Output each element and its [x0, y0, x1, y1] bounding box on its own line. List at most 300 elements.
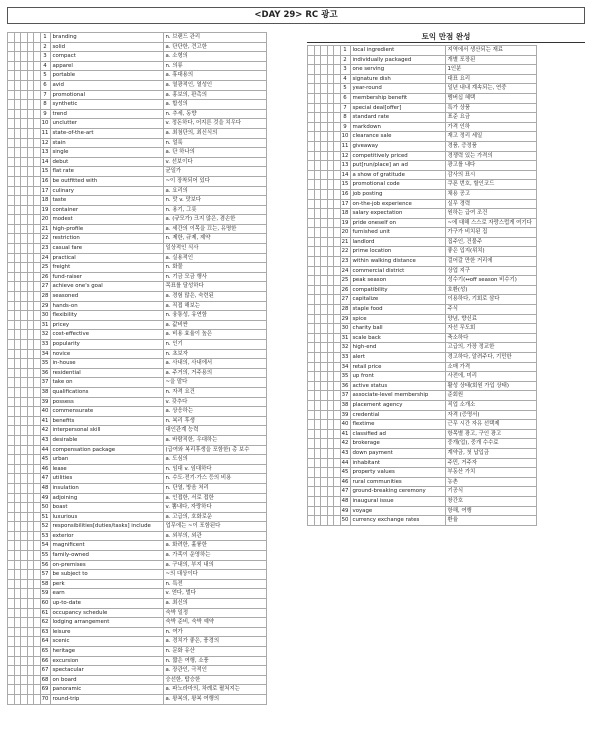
vocab-row: [308, 353, 537, 363]
korean-meaning: 준회원: [445, 391, 536, 401]
korean-meaning: 부동산 가치: [445, 468, 536, 478]
korean-meaning: 채용 공고: [445, 189, 536, 199]
korean-meaning: 멤버십 혜택: [445, 93, 536, 103]
vocab-row: [8, 215, 267, 225]
english-word: ground-breaking ceremony: [350, 487, 445, 497]
english-word: flexibility: [50, 311, 163, 321]
english-word: high-end: [350, 343, 445, 353]
row-number: 31: [340, 333, 350, 343]
vocab-row: [8, 560, 267, 570]
row-number: 64: [40, 637, 50, 647]
row-number: 30: [340, 324, 350, 334]
row-number: 45: [340, 468, 350, 478]
vocab-row: [8, 656, 267, 666]
english-word: achieve one's goal: [50, 282, 163, 292]
row-number: 1: [340, 46, 350, 56]
english-word: scale back: [350, 333, 445, 343]
vocab-row: [308, 381, 537, 391]
english-word: perk: [50, 579, 163, 589]
english-word: inaugural issue: [350, 496, 445, 506]
english-word: local ingredient: [350, 46, 445, 56]
vocab-row: [308, 372, 537, 382]
english-word: peak season: [350, 276, 445, 286]
english-word: panoramic: [50, 685, 163, 695]
english-word: residential: [50, 368, 163, 378]
korean-meaning: n. 여가: [163, 627, 266, 637]
vocab-row: [308, 305, 537, 315]
row-number: 17: [40, 186, 50, 196]
row-number: 50: [340, 516, 350, 526]
english-word: fund-raiser: [50, 272, 163, 282]
vocab-row: [8, 320, 267, 330]
vocab-row: [8, 589, 267, 599]
korean-meaning: 농촌: [445, 477, 536, 487]
row-number: 31: [40, 320, 50, 330]
english-word: alert: [350, 353, 445, 363]
korean-meaning: 고급의, 가장 정교한: [445, 343, 536, 353]
vocab-row: [8, 407, 267, 417]
korean-meaning: n. 인기: [163, 340, 266, 350]
vocabulary-sheet: [7, 7, 585, 722]
korean-meaning: a. 왕복의, 왕복 여행의: [163, 694, 266, 704]
vocab-row: [308, 113, 537, 123]
korean-meaning: 광고를 내다: [445, 161, 536, 171]
row-number: 4: [340, 74, 350, 84]
english-word: family-owned: [50, 551, 163, 561]
row-number: 46: [340, 477, 350, 487]
vocab-row: [8, 570, 267, 580]
vocab-row: [8, 148, 267, 158]
row-number: 30: [40, 311, 50, 321]
vocab-row: [308, 420, 537, 430]
korean-meaning: a. 주거의, 거주용의: [163, 368, 266, 378]
korean-meaning: a. 값비싼: [163, 320, 266, 330]
korean-meaning: 대인관계 능력: [163, 426, 266, 436]
english-word: job posting: [350, 189, 445, 199]
vocab-row: [308, 180, 537, 190]
english-word: clearance sale: [350, 132, 445, 142]
vocab-row: [308, 151, 537, 161]
english-word: retail price: [350, 362, 445, 372]
row-number: 24: [340, 266, 350, 276]
vocab-row: [308, 400, 537, 410]
english-word: credential: [350, 410, 445, 420]
row-number: 2: [340, 55, 350, 65]
korean-meaning: a. 합성의: [163, 100, 266, 110]
row-number: 21: [340, 237, 350, 247]
row-number: 16: [340, 189, 350, 199]
korean-meaning: a. 고급의, 호화로운: [163, 512, 266, 522]
row-number: 33: [40, 340, 50, 350]
row-number: 20: [40, 215, 50, 225]
korean-meaning: 경고하다, 알려주다, 기민한: [445, 353, 536, 363]
korean-meaning: 계약금, 첫 납입금: [445, 448, 536, 458]
row-number: 24: [40, 253, 50, 263]
vocab-row: [308, 141, 537, 151]
row-number: 9: [40, 109, 50, 119]
row-number: 5: [340, 84, 350, 94]
korean-meaning: a. 소형의: [163, 52, 266, 62]
vocab-row: [8, 128, 267, 138]
row-number: 42: [340, 439, 350, 449]
vocab-row: [308, 237, 537, 247]
english-word: standard rate: [350, 113, 445, 123]
row-number: 23: [40, 244, 50, 254]
vocab-row: [8, 608, 267, 618]
korean-meaning: 실무 경력: [445, 199, 536, 209]
english-word: round-trip: [50, 694, 163, 704]
english-word: synthetic: [50, 100, 163, 110]
row-number: 47: [340, 487, 350, 497]
row-number: 53: [40, 531, 50, 541]
vocab-row: [308, 65, 537, 75]
korean-meaning: 중개(업), 중개 수수료: [445, 439, 536, 449]
vocab-row: [308, 74, 537, 84]
english-word: spectacular: [50, 666, 163, 676]
row-number: 36: [40, 368, 50, 378]
row-number: 54: [40, 541, 50, 551]
english-word: state-of-the-art: [50, 128, 163, 138]
english-word: year-round: [350, 84, 445, 94]
english-word: currency exchange rates: [350, 516, 445, 526]
vocab-row: [8, 426, 267, 436]
row-number: 51: [40, 512, 50, 522]
row-number: 26: [40, 272, 50, 282]
row-number: 16: [40, 176, 50, 186]
row-number: 35: [40, 359, 50, 369]
korean-meaning: 창간호: [445, 496, 536, 506]
row-number: 46: [40, 464, 50, 474]
row-number: 15: [40, 167, 50, 177]
korean-meaning: n. 짧은 여행, 소풍: [163, 656, 266, 666]
english-word: casual fare: [50, 244, 163, 254]
english-word: novice: [50, 349, 163, 359]
row-number: 44: [40, 445, 50, 455]
english-word: brokerage: [350, 439, 445, 449]
vocab-row: [8, 531, 267, 541]
english-word: flextime: [350, 420, 445, 430]
row-number: 25: [40, 263, 50, 273]
row-number: 19: [40, 205, 50, 215]
row-number: 12: [340, 151, 350, 161]
vocab-row: [8, 493, 267, 503]
vocab-row: [8, 186, 267, 196]
english-word: compensation package: [50, 445, 163, 455]
vocab-row: [308, 209, 537, 219]
vocab-row: [308, 314, 537, 324]
vocab-row: [308, 55, 537, 65]
english-word: adjoining: [50, 493, 163, 503]
english-word: interpersonal skill: [50, 426, 163, 436]
english-word: inhabitant: [350, 458, 445, 468]
vocab-row: [8, 100, 267, 110]
vocab-row: [8, 205, 267, 215]
korean-meaning: 사전에, 미리: [445, 372, 536, 382]
korean-meaning: a. 상응하는: [163, 407, 266, 417]
english-word: signature dish: [350, 74, 445, 84]
korean-meaning: 기공식: [445, 487, 536, 497]
row-number: 33: [340, 353, 350, 363]
korean-meaning: 주식: [445, 305, 536, 315]
korean-meaning: a. 도심의: [163, 455, 266, 465]
korean-meaning: 좋은 입지(위치): [445, 247, 536, 257]
row-number: 38: [40, 387, 50, 397]
korean-meaning: a. 열광적인, 열성인: [163, 80, 266, 90]
english-word: earn: [50, 589, 163, 599]
korean-meaning: n. 임대 v. 임대하다: [163, 464, 266, 474]
vocab-row: [308, 189, 537, 199]
row-number: 7: [340, 103, 350, 113]
korean-meaning: 대표 요리: [445, 74, 536, 84]
english-word: capitalize: [350, 295, 445, 305]
english-word: lodging arrangement: [50, 618, 163, 628]
english-word: compatibility: [350, 285, 445, 295]
korean-meaning: a. 세간의 이목을 끄는, 유명한: [163, 224, 266, 234]
vocab-row: [308, 439, 537, 449]
row-number: 23: [340, 257, 350, 267]
vocab-row: [8, 627, 267, 637]
english-word: lease: [50, 464, 163, 474]
korean-meaning: 근무 시간 자유 선택제: [445, 420, 536, 430]
row-number: 8: [40, 100, 50, 110]
row-number: 3: [40, 52, 50, 62]
row-number: 35: [340, 372, 350, 382]
english-word: modest: [50, 215, 163, 225]
row-number: 38: [340, 400, 350, 410]
english-word: possess: [50, 397, 163, 407]
english-word: insulation: [50, 483, 163, 493]
row-number: 9: [340, 122, 350, 132]
row-number: 27: [40, 282, 50, 292]
korean-meaning: 걸어갈 만한 거리에: [445, 257, 536, 267]
row-number: 29: [340, 314, 350, 324]
korean-meaning: 축소하다: [445, 333, 536, 343]
korean-meaning: a. 최첨단의, 최신식의: [163, 128, 266, 138]
korean-meaning: a. 휴대용의: [163, 71, 266, 81]
korean-meaning: a. 실용적인: [163, 253, 266, 263]
row-number: 13: [340, 161, 350, 171]
vocab-row: [8, 272, 267, 282]
english-word: be subject to: [50, 570, 163, 580]
row-number: 8: [340, 113, 350, 123]
row-number: 49: [40, 493, 50, 503]
vocab-row: [8, 647, 267, 657]
english-word: heritage: [50, 647, 163, 657]
english-word: property values: [350, 468, 445, 478]
row-number: 17: [340, 199, 350, 209]
vocab-row: [8, 42, 267, 52]
korean-meaning: a. 장관인, 극적인: [163, 666, 266, 676]
english-word: portable: [50, 71, 163, 81]
korean-meaning: 일년 내내 계속되는, 연중: [445, 84, 536, 94]
row-number: 43: [340, 448, 350, 458]
row-number: 65: [40, 647, 50, 657]
row-number: 32: [40, 330, 50, 340]
english-word: salary expectation: [350, 209, 445, 219]
korean-meaning: 집주인, 건물주: [445, 237, 536, 247]
vocab-row: [8, 503, 267, 513]
row-number: 4: [40, 61, 50, 71]
english-word: culinary: [50, 186, 163, 196]
korean-meaning: a. 화려한, 훌륭한: [163, 541, 266, 551]
vocab-row: [8, 349, 267, 359]
vocab-row: [8, 445, 267, 455]
vocab-row: [8, 157, 267, 167]
korean-meaning: 성수기(↔off season 비수기): [445, 276, 536, 286]
korean-meaning: 쿠폰 번호, 할인코드: [445, 180, 536, 190]
english-word: individually packaged: [350, 55, 445, 65]
korean-meaning: n. 단열, 방음 처리: [163, 483, 266, 493]
korean-meaning: 일상적인 식사: [163, 244, 266, 254]
english-word: associate-level membership: [350, 391, 445, 401]
english-word: avid: [50, 80, 163, 90]
korean-meaning: 재고 정리 세일: [445, 132, 536, 142]
korean-meaning: 가격 인하: [445, 122, 536, 132]
vocab-row: [8, 387, 267, 397]
row-number: 68: [40, 675, 50, 685]
korean-meaning: n. 브랜드 관리: [163, 33, 266, 43]
korean-meaning: 원하는 급여 조건: [445, 209, 536, 219]
row-number: 14: [340, 170, 350, 180]
english-word: container: [50, 205, 163, 215]
row-number: 7: [40, 90, 50, 100]
row-number: 39: [340, 410, 350, 420]
english-word: on-premises: [50, 560, 163, 570]
row-number: 69: [40, 685, 50, 695]
row-number: 42: [40, 426, 50, 436]
english-word: furnished unit: [350, 228, 445, 238]
vocab-row: [8, 234, 267, 244]
korean-meaning: n. 용기, 그릇: [163, 205, 266, 215]
vocab-row: [8, 340, 267, 350]
row-number: 19: [340, 218, 350, 228]
korean-meaning: a. (규모가) 크지 않은, 겸손한: [163, 215, 266, 225]
english-word: rural communities: [350, 477, 445, 487]
vocab-row: [308, 84, 537, 94]
english-word: giveaway: [350, 141, 445, 151]
korean-meaning: 업무에는 ~이 포함된다: [163, 522, 266, 532]
vocab-row: [8, 397, 267, 407]
vocab-row: [8, 522, 267, 532]
vocab-row: [308, 218, 537, 228]
korean-meaning: 양념, 향신료: [445, 314, 536, 324]
english-word: landlord: [350, 237, 445, 247]
vocab-row: [8, 71, 267, 81]
english-word: promotional: [50, 90, 163, 100]
vocab-row: [8, 551, 267, 561]
korean-meaning: a. 비용 효율이 높은: [163, 330, 266, 340]
vocab-row: [308, 324, 537, 334]
english-word: in-house: [50, 359, 163, 369]
vocab-row: [308, 516, 537, 526]
row-number: 47: [40, 474, 50, 484]
english-word: within walking distance: [350, 257, 445, 267]
korean-meaning: ~을 맡다: [163, 378, 266, 388]
vocab-row: [308, 103, 537, 113]
vocab-row: [8, 368, 267, 378]
english-word: popularity: [50, 340, 163, 350]
row-number: 61: [40, 608, 50, 618]
korean-meaning: ~이 장착되어 있다: [163, 176, 266, 186]
vocab-row: [8, 483, 267, 493]
vocab-row: [8, 119, 267, 129]
vocab-row: [8, 33, 267, 43]
korean-meaning: 균일가: [163, 167, 266, 177]
row-number: 14: [40, 157, 50, 167]
vocab-row: [308, 477, 537, 487]
korean-meaning: n. 자격 요건: [163, 387, 266, 397]
row-number: 29: [40, 301, 50, 311]
korean-meaning: 호환(성): [445, 285, 536, 295]
korean-meaning: a. 가족이 운영하는: [163, 551, 266, 561]
vocab-row: [308, 266, 537, 276]
english-word: utilities: [50, 474, 163, 484]
row-number: 11: [340, 141, 350, 151]
korean-meaning: 자격 (증명서): [445, 410, 536, 420]
english-word: benefits: [50, 416, 163, 426]
row-number: 6: [40, 80, 50, 90]
korean-meaning: n. 융통성, 유연함: [163, 311, 266, 321]
row-number: 62: [40, 618, 50, 628]
english-word: exterior: [50, 531, 163, 541]
vocab-row: [308, 496, 537, 506]
row-number: 59: [40, 589, 50, 599]
korean-meaning: n. 추세, 동향: [163, 109, 266, 119]
english-word: commercial district: [350, 266, 445, 276]
row-number: 60: [40, 599, 50, 609]
korean-meaning: a. 단 하나의: [163, 148, 266, 158]
vocab-row: [308, 333, 537, 343]
row-number: 27: [340, 295, 350, 305]
english-word: occupancy schedule: [50, 608, 163, 618]
english-word: spice: [350, 314, 445, 324]
vocab-row: [8, 378, 267, 388]
english-word: placement agency: [350, 400, 445, 410]
korean-meaning: 1인분: [445, 65, 536, 75]
vocab-row: [8, 301, 267, 311]
vocab-row: [308, 276, 537, 286]
korean-meaning: ~에 대해 스스로 자랑스럽게 여기다: [445, 218, 536, 228]
english-word: special deal[offer]: [350, 103, 445, 113]
vocab-row: [8, 311, 267, 321]
row-number: 36: [340, 381, 350, 391]
vocab-row: [308, 285, 537, 295]
korean-meaning: n. 수도·전기·가스 등의 비용: [163, 474, 266, 484]
row-number: 25: [340, 276, 350, 286]
vocab-row: [8, 675, 267, 685]
english-word: be outfitted with: [50, 176, 163, 186]
vocab-row: [308, 199, 537, 209]
vocab-row: [308, 247, 537, 257]
right-vocab-table: [307, 45, 537, 526]
korean-meaning: n. 특전: [163, 579, 266, 589]
english-word: apparel: [50, 61, 163, 71]
row-number: 26: [340, 285, 350, 295]
row-number: 2: [40, 42, 50, 52]
korean-meaning: 특가 상품: [445, 103, 536, 113]
korean-meaning: 환율: [445, 516, 536, 526]
english-word: branding: [50, 33, 163, 43]
english-word: prime location: [350, 247, 445, 257]
korean-meaning: 직업 소개소: [445, 400, 536, 410]
korean-meaning: a. 외부의, 외관: [163, 531, 266, 541]
korean-meaning: a. 최신의: [163, 599, 266, 609]
korean-meaning: 개별 포장된: [445, 55, 536, 65]
row-number: 28: [40, 292, 50, 302]
english-word: taste: [50, 196, 163, 206]
english-word: on board: [50, 675, 163, 685]
english-word: seasoned: [50, 292, 163, 302]
